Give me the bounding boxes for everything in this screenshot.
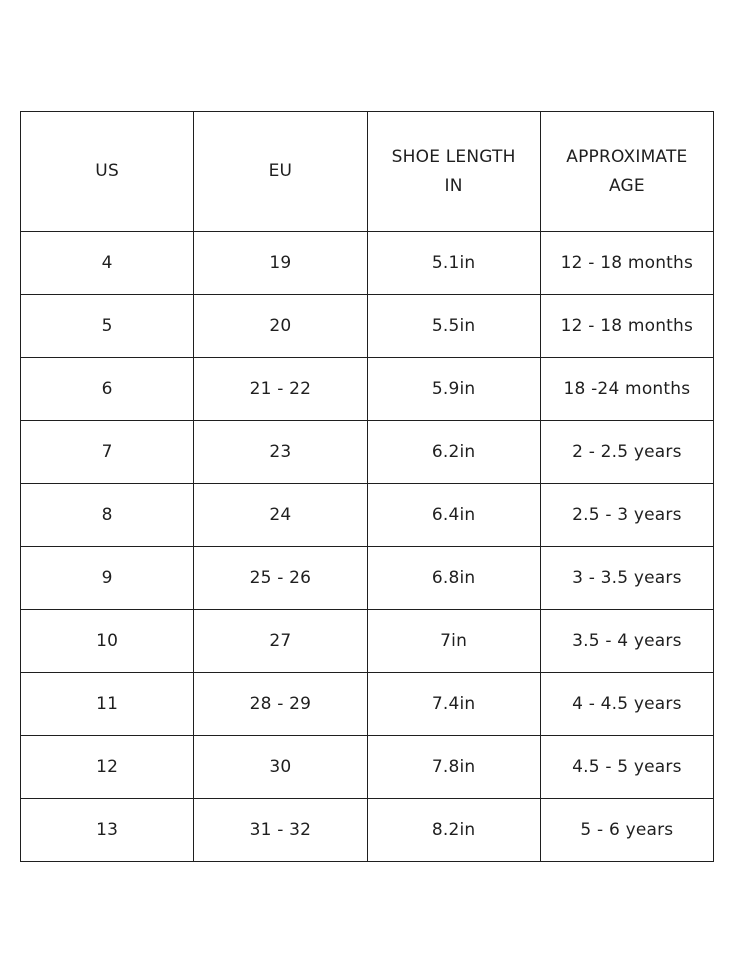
cell-length: 7.8in (367, 736, 540, 799)
table-row (21, 673, 714, 736)
cell-length: 6.2in (367, 421, 540, 484)
cell-age: 2.5 - 3 years (540, 484, 713, 547)
table-row (21, 610, 714, 673)
cell-age: 3.5 - 4 years (540, 610, 713, 673)
cell-us: 11 (21, 673, 194, 736)
cell-length: 8.2in (367, 799, 540, 862)
cell-eu: 28 - 29 (194, 673, 367, 736)
table-row (21, 295, 714, 358)
cell-length: 5.9in (367, 358, 540, 421)
header-eu (194, 112, 367, 232)
cell-length: 5.5in (367, 295, 540, 358)
cell-eu: 27 (194, 610, 367, 673)
cell-us: 13 (21, 799, 194, 862)
table-row (21, 484, 714, 547)
table-row (21, 547, 714, 610)
cell-eu: 23 (194, 421, 367, 484)
header-eu-line: EU (268, 161, 293, 181)
cell-age: 5 - 6 years (540, 799, 713, 862)
table-body (21, 232, 714, 862)
table-header (21, 112, 714, 232)
cell-eu: 25 - 26 (194, 547, 367, 610)
table-row (21, 799, 714, 862)
cell-length: 7.4in (367, 673, 540, 736)
cell-age: 4.5 - 5 years (540, 736, 713, 799)
cell-eu: 31 - 32 (194, 799, 367, 862)
cell-eu: 30 (194, 736, 367, 799)
cell-eu: 21 - 22 (194, 358, 367, 421)
shoe-size-table (20, 111, 714, 862)
header-age-line-2: AGE (608, 175, 645, 196)
cell-length: 7in (367, 610, 540, 673)
cell-age: 12 - 18 months (540, 295, 713, 358)
cell-length: 6.8in (367, 547, 540, 610)
cell-us: 12 (21, 736, 194, 799)
header-us-line: US (95, 161, 119, 181)
cell-age: 4 - 4.5 years (540, 673, 713, 736)
cell-us: 6 (21, 358, 194, 421)
cell-length: 5.1in (367, 232, 540, 295)
header-shoe-length (367, 112, 540, 232)
cell-eu: 19 (194, 232, 367, 295)
cell-length: 6.4in (367, 484, 540, 547)
cell-eu: 24 (194, 484, 367, 547)
table-row (21, 358, 714, 421)
header-shoe-length-line-2: IN (444, 175, 463, 196)
table-row (21, 232, 714, 295)
header-row (21, 112, 714, 232)
cell-age: 2 - 2.5 years (540, 421, 713, 484)
cell-us: 4 (21, 232, 194, 295)
cell-us: 10 (21, 610, 194, 673)
cell-us: 5 (21, 295, 194, 358)
table-row (21, 421, 714, 484)
table-row (21, 736, 714, 799)
header-approximate-age (540, 112, 713, 232)
header-age-line-1: APPROXIMATE (566, 146, 688, 167)
cell-age: 3 - 3.5 years (540, 547, 713, 610)
cell-us: 7 (21, 421, 194, 484)
cell-age: 12 - 18 months (540, 232, 713, 295)
cell-age: 18 -24 months (540, 358, 713, 421)
header-us (21, 112, 194, 232)
header-shoe-length-line-1: SHOE LENGTH (391, 146, 516, 167)
cell-us: 9 (21, 547, 194, 610)
cell-eu: 20 (194, 295, 367, 358)
cell-us: 8 (21, 484, 194, 547)
